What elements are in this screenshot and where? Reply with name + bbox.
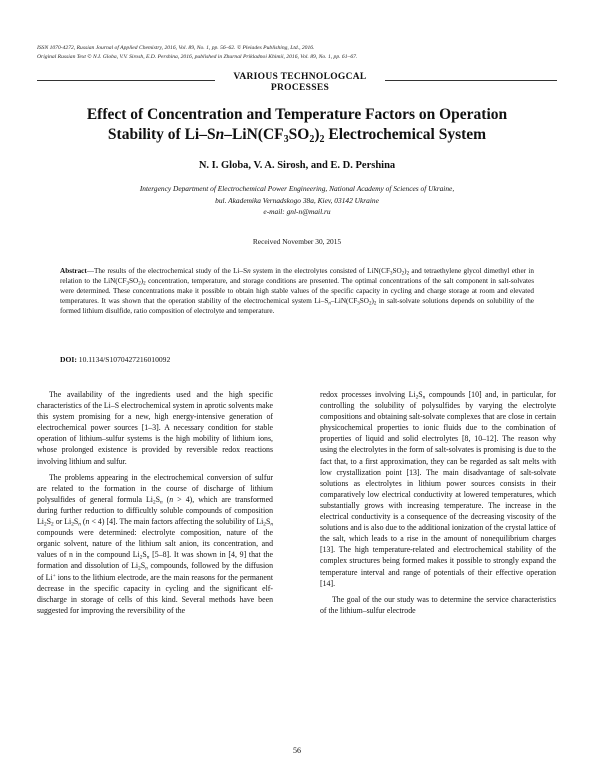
body-column-left <box>37 389 273 616</box>
abstract: Abstract—The results of the electrochemical study of the Li–Sn system in the electrolytes consisted of $LiN(CF_3SO_2)_2$ and tetraethylene glycol dimethyl ether in relation to the $LiN(CF_3SO_2)_2$ concentration, temperature, and storage conditions are presented. The optimal concentrations of the salt component in salt-solvates were determined. These concentrations make it possible to obtain high stable values of the specific capacity in cycling and charge storage at room and elevated temperatures. It was shown that the operation stability of the electrochemical system $Li-S_n-LiN(CF_3SO_2)_2$ in salt-solvate solutions depends on solubility of the formed lithium disulfide, ratio composition of electrolyte and temperature. <box>60 267 535 316</box>
journal-header <box>37 44 557 61</box>
paper-title <box>37 105 557 145</box>
email-link[interactable]: e-mail: gnl-n@mail.ru <box>263 207 331 216</box>
title-line2: Stability of $Li-Sn-LiN(CF_3SO_2)_2$ Electrochemical System <box>107 126 487 145</box>
section-heading-line2: PROCESSES <box>270 83 330 93</box>
body-column-right <box>320 389 556 616</box>
abstract-label: Abstract <box>60 267 87 275</box>
section-rule-right <box>385 80 557 81</box>
affiliation-line1: Intergency Department of Electrochemical Power Engineering, National Academy of Sciences of Ukraine, <box>139 184 455 193</box>
original-text-line: Original Russian Text © N.I. Globa, V.V. Sirosh, E.D. Pershina, 2016, published in Zhurnal Prikladnoi Khimii, 2016, Vol. 89, No. 1, pp. 61–67. <box>37 53 358 60</box>
paragraph: The goal of the our study was to determine the service characteristics of the lithium–sulfur electrode <box>320 594 556 615</box>
section-heading <box>215 72 385 94</box>
paragraph: redox processes involving $Li_2S_n$ compounds [10] and, in particular, for controlling the solubility of polysulfides by varying the electrolyte compositions and obtaining salt-solvate complexes that are close in certain physicochemical properties to ionic fluids due to the combination of properties of liquid and solid electrolytes [8, 10–12]. The reason why using the electrolytes in the form of salt-solvates is promising is due to the fact that, to a first approximation, they can be regarded as salt melts with low crystallization point [13]. The main disadvantage of salt-solvate solutions as electrolytes in lithium power sources consists in their comparatively low electrical conductivity at lowered temperatures, which substantially grows with increasing temperature. The increase in the electrical conductivity is a consequence of the decreasing viscosity of the solutions and is also due to the additional ionization of the crystal lattice of the salt, which leads to a rise in the amount of nonequilibrium charges [13]. The high temperature-related and electrochemical stability of the complex structures being formed makes it possible to strongly expand the temperature interval and range of potentials of their effective operation [14]. <box>320 390 557 588</box>
affiliation-line2: bul. Akademika Vernadskogo 38a, Kiev, 03142 Ukraine <box>215 195 379 205</box>
journal-citation-line: ISSN 1070-4272, Russian Journal of Applied Chemistry, 2016, Vol. 89, No. 1, pp. 56–62. © Pleiades Publishing, Ltd., 2016. <box>37 45 315 51</box>
section-heading-line1: VARIOUS TECHNOLOGCAL <box>233 72 367 82</box>
page-number: 56 <box>293 746 301 755</box>
title-line1: Effect of Concentration and Temperature Factors on Operation <box>86 106 508 123</box>
doi-label: DOI: <box>60 355 77 364</box>
paragraph: The availability of the ingredients used and the high specific characteristics of the Li–S electrochemical system in aprotic solvents make this system promising for a new, high energy-intensive generation of electrochemical power sources [1–3]. A necessary condition for stable operation of lithium–sulfur systems is the high mobility of lithium ions, whose prolonged existence is provided by reversible redox reactions involving lithium and sulfur. <box>37 390 273 466</box>
authors: N. I. Globa, V. A. Sirosh, and E. D. Pershina <box>198 160 396 171</box>
doi-link[interactable]: 10.1134/S1070427216010092 <box>76 355 171 364</box>
section-rule-left <box>37 80 215 81</box>
received-date: Received November 30, 2015 <box>252 237 342 246</box>
doi <box>60 355 534 364</box>
paragraph: The problems appearing in the electrochemical conversion of sulfur are related to the formation in the course of discharge of lithium polysulfides of general formula $Li_2S_n$ (n > 4), which are transformed during further reduction to difficultly soluble compounds of composition $Li_2S_2$ or $Li_2S_n$ (n < 4) [4]. The main factors affecting the solubility of $Li_2S_n$ compounds were determined: electrolyte composition, nature of the organic solvent, nature of the lithium salt anion, its concentration, and values of n in the compound $Li_2S_n$ [5–8]. It was shown in [4, 9] that the formation and dissolution of $Li_2S_n$ compounds, followed by the diffusion of Li+ ions to the lithium electrode, are the main reasons for the permanent decrease in the specific capacity in cycling and the significant elf-discharge in storage of cells of this kind. Several methods have been suggested for improving the reversibility of the <box>37 472 274 615</box>
affiliation <box>37 183 557 218</box>
